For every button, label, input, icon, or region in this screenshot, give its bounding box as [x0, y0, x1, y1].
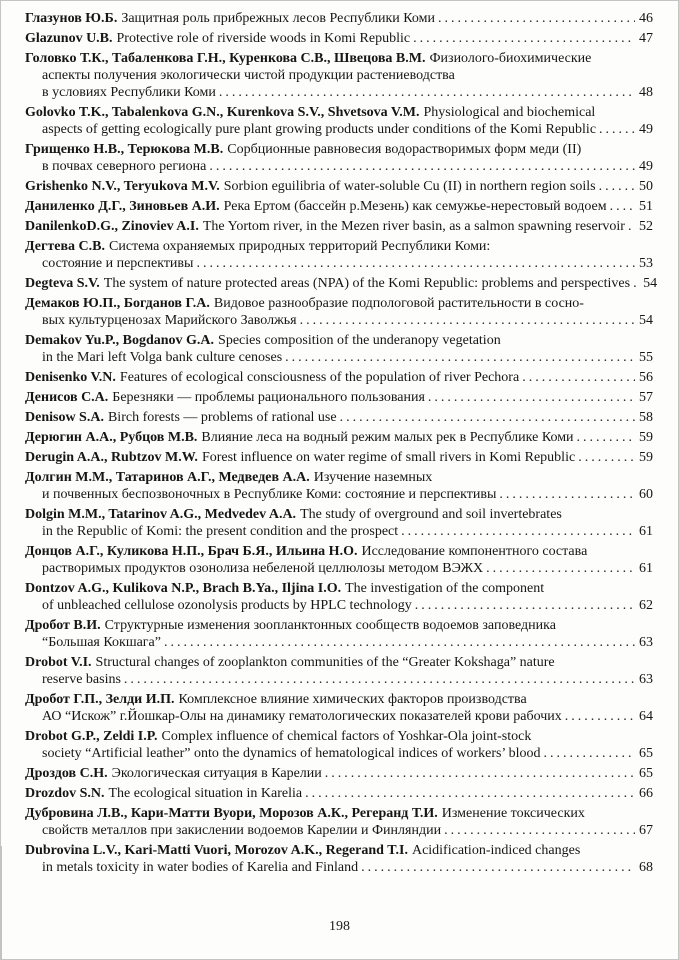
toc-entry [25, 178, 653, 195]
entry-page-number: 60 [639, 487, 653, 502]
entry-first-line [25, 50, 653, 67]
entry-title: Исследование компонентного состава [361, 544, 588, 559]
entry-authors: Denisow S.A. [25, 410, 104, 425]
entry-first-line [25, 506, 653, 523]
entry-page-number: 49 [639, 159, 653, 174]
dot-leader [428, 389, 635, 406]
dot-leader [610, 198, 635, 215]
entry-continuation-line [25, 121, 653, 138]
entry-continuation-line [25, 349, 653, 366]
entry-authors: Drozdov S.N. [25, 786, 105, 801]
entry-page-number: 47 [639, 31, 653, 46]
toc-entry [25, 50, 653, 101]
dot-leader [285, 349, 635, 366]
entry-title: Экологическая ситуация в Карелии [111, 766, 322, 781]
entry-continuation-line [25, 486, 653, 503]
dot-leader [164, 634, 635, 651]
entry-page-number: 54 [639, 313, 653, 328]
entry-authors: Дерюгин А.А., Рубцов М.В. [25, 430, 198, 445]
entry-title: Изучение наземных [313, 470, 433, 485]
entry-page-number: 46 [639, 11, 653, 26]
entry-title-continued: aspects of getting ecologically pure plant growing products under conditions of the Komi Republic [42, 122, 597, 137]
dot-leader [124, 671, 635, 688]
dot-leader [544, 745, 635, 762]
entry-continuation-line [25, 158, 653, 175]
entry-continuation-line [25, 859, 653, 876]
entry-authors: Грищенко Н.В., Терюкова М.В. [25, 142, 224, 157]
entry-first-line [25, 389, 653, 406]
entry-first-line [25, 805, 653, 822]
toc-entry [25, 543, 653, 577]
entry-first-line [25, 295, 653, 312]
entry-title: Система охраняемых природных территорий Республики Коми: [108, 239, 491, 254]
entry-title-continued: вых культурценозах Марийского Заволжья [42, 313, 297, 328]
entry-continuation-line [25, 634, 653, 651]
entry-title: Protective role of riverside woods in Komi Republic [116, 31, 411, 46]
toc-entry [25, 198, 653, 215]
entry-title-continued: “Большая Кокшага” [42, 635, 161, 650]
entry-first-line [25, 218, 653, 235]
entry-first-line [25, 141, 653, 158]
toc-entry [25, 469, 653, 503]
entry-page-number: 67 [639, 823, 653, 838]
dot-leader [444, 822, 635, 839]
entry-page-number: 48 [639, 85, 653, 100]
entry-authors: Degteva S.V. [25, 276, 100, 291]
entry-title: Forest influence on water regime of small rivers in Komi Republic [201, 450, 576, 465]
entry-title: Structural changes of zooplankton communities of the “Greater Kokshaga” nature [95, 655, 555, 670]
dot-leader [599, 121, 635, 138]
entry-first-line [25, 765, 653, 782]
entry-first-line [25, 30, 653, 47]
entry-first-line [25, 580, 653, 597]
dot-leader [599, 178, 635, 195]
entry-title: Acidification-indiced changes [411, 843, 581, 858]
entry-first-line [25, 691, 653, 708]
toc-entry [25, 238, 653, 272]
entry-continuation-line [25, 745, 653, 762]
dot-leader [340, 409, 635, 426]
toc-entry [25, 580, 653, 614]
entry-page-number: 61 [639, 561, 653, 576]
entry-first-line [25, 449, 653, 466]
entry-title-continued: свойств металлов при закислении водоемов Карелии и Финляндии [42, 823, 442, 838]
entry-page-number: 55 [639, 350, 653, 365]
dot-leader [628, 218, 635, 235]
toc-entry [25, 409, 653, 426]
entry-page-number: 64 [639, 709, 653, 724]
entry-title: Complex influence of chemical factors of Yoshkar-Ola joint-stock [161, 729, 532, 744]
entry-page-number: 54 [643, 276, 658, 291]
entry-page-number: 65 [639, 746, 653, 761]
entry-page-number: 59 [639, 430, 653, 445]
entry-authors: Дроздов С.Н. [25, 766, 108, 781]
entry-continuation-line [25, 822, 653, 839]
entry-authors: Долгин М.М., Татаринов А.Г., Медведев А.А. [25, 470, 310, 485]
entry-authors: Головко Т.К., Табаленкова Г.Н., Куренкова С.В., Швецова В.М. [25, 51, 426, 66]
entry-authors: Golovko T.K., Tabalenkova G.N., Kurenkova S.V., Shvetsova V.M. [25, 105, 420, 120]
toc-entry [25, 805, 653, 839]
entry-authors: Drobot V.I. [25, 655, 92, 670]
entry-first-line [25, 543, 653, 560]
dot-leader [565, 708, 635, 725]
page-footer-number: 198 [329, 919, 350, 934]
entry-authors: Дробот Г.П., Зелди И.П. [25, 692, 175, 707]
entry-title: Species composition of the underanopy vegetation [218, 333, 501, 348]
entry-authors: Дегтева С.В. [25, 239, 105, 254]
entry-authors: Глазунов Ю.Б. [25, 11, 118, 26]
entry-title: Сорбционные равновесия водорастворимых форм меди (II) [227, 142, 582, 157]
dot-leader [401, 523, 635, 540]
toc-entry [25, 654, 653, 688]
dot-leader [413, 30, 635, 47]
entry-authors: Dubrovina L.V., Kari-Matti Vuori, Morozov A.K., Regerand T.I. [25, 843, 408, 858]
entry-authors: Демаков Ю.П., Богданов Г.А. [25, 296, 210, 311]
dot-leader [325, 765, 635, 782]
toc-entry [25, 691, 653, 725]
dot-leader [415, 597, 635, 614]
toc-entry [25, 10, 653, 27]
entry-authors: Дубровина Л.В., Кари-Матти Вуори, Морозов А.К., Регеранд Т.И. [25, 806, 438, 821]
entry-first-line [25, 785, 653, 802]
toc-entry [25, 506, 653, 540]
toc-entry [25, 429, 653, 446]
toc-entry [25, 765, 653, 782]
entry-title-continued: of unbleached cellulose ozonolysis products by HPLC technology [42, 598, 412, 613]
entry-page-number: 51 [639, 199, 653, 214]
table-of-contents [25, 10, 658, 876]
entry-first-line [25, 842, 653, 859]
entry-title-continued: аспекты получения экологически чистой продукции растениеводства [42, 68, 455, 83]
toc-entry [25, 785, 653, 802]
entry-title: The ecological situation in Karelia [108, 786, 303, 801]
entry-page-number: 56 [639, 370, 653, 385]
entry-title: Физиолого-биохимические [429, 51, 592, 66]
dot-leader [578, 449, 635, 466]
entry-page-number: 53 [639, 256, 653, 271]
entry-continuation-line [25, 255, 653, 272]
entry-title-continued: society “Artificial leather” onto the dynamics of hematological indices of workers’ blood [42, 746, 541, 761]
toc-entry [25, 218, 653, 235]
dot-leader [499, 486, 635, 503]
toc-entry [25, 295, 653, 329]
entry-title-continued: in the Republic of Komi: the present condition and the prospect [42, 524, 399, 539]
toc-entry [25, 842, 653, 876]
entry-page-number: 57 [639, 390, 653, 405]
entry-continuation-line [25, 84, 653, 101]
entry-first-line [25, 238, 653, 255]
entry-page-number: 59 [639, 450, 653, 465]
toc-entry [25, 275, 658, 292]
entry-title: Изменение токсических [441, 806, 585, 821]
entry-continuation-line [25, 671, 653, 688]
dot-leader [209, 158, 635, 175]
entry-title: Березняки — проблемы рационального пользования [112, 390, 425, 405]
entry-continuation-line [25, 708, 653, 725]
entry-first-line [25, 469, 653, 486]
entry-first-line [25, 617, 653, 634]
entry-page-number: 52 [639, 219, 653, 234]
entry-continuation-line [25, 67, 653, 84]
entry-title: Видовое разнообразие подпологовой растительности в сосно- [213, 296, 584, 311]
entry-title-continued: состояние и перспективы [42, 256, 194, 271]
entry-continuation-line [25, 523, 653, 540]
entry-title-continued: и почвенных беспозвоночных в Республике Коми: состояние и перспективы [42, 487, 497, 502]
entry-title-continued: reserve basins [42, 672, 121, 687]
entry-continuation-line [25, 560, 653, 577]
entry-first-line [25, 369, 653, 386]
toc-entry [25, 449, 653, 466]
entry-authors: Denisenko V.N. [25, 370, 116, 385]
entry-authors: Дробот В.И. [25, 618, 101, 633]
toc-entry [25, 332, 653, 366]
entry-title: Birch forests — problems of rational use [107, 410, 337, 425]
entry-first-line [25, 332, 653, 349]
entry-first-line [25, 429, 653, 446]
toc-entry [25, 617, 653, 651]
dot-leader [438, 10, 635, 27]
entry-page-number: 65 [639, 766, 653, 781]
entry-title: Влияние леса на водный режим малых рек в Республике Коми [201, 430, 574, 445]
dot-leader [305, 785, 635, 802]
toc-entry [25, 141, 653, 175]
entry-title: Sorbion eguilibria of water-soluble Cu (II) in northern region soils [223, 179, 596, 194]
entry-title: The system of nature protected areas (NPA) of the Komi Republic: problems and perspectives [103, 276, 631, 291]
entry-first-line [25, 178, 653, 195]
entry-page-number: 66 [639, 786, 653, 801]
entry-title: The Yortom river, in the Mezen river basin, as a salmon spawning reservoir [202, 219, 625, 234]
entry-first-line [25, 198, 653, 215]
entry-title: Physiological and biochemical [423, 105, 596, 120]
dot-leader [219, 84, 635, 101]
entry-authors: Даниленко Д.Г., Зиновьев А.И. [25, 199, 220, 214]
entry-authors: Demakov Yu.P., Bogdanov G.A. [25, 333, 215, 348]
dot-leader [577, 429, 635, 446]
entry-continuation-line [25, 312, 653, 329]
entry-page-number: 49 [639, 122, 653, 137]
entry-title: Features of ecological consciousness of the population of river Pechora [119, 370, 520, 385]
dot-leader [486, 560, 635, 577]
entry-title: The study of overground and soil invertebrates [300, 507, 562, 522]
dot-leader [522, 369, 635, 386]
entry-title-continued: АО “Искож” г.Йошкар-Олы на динамику гематологических показателей крови рабочих [42, 709, 562, 724]
entry-title: The investigation of the component [345, 581, 545, 596]
entry-title: Комплексное влияние химических факторов производства [178, 692, 527, 707]
entry-page-number: 63 [639, 635, 653, 650]
entry-authors: DanilenkoD.G., Zinoviev A.I. [25, 219, 199, 234]
entry-first-line [25, 104, 653, 121]
entry-title: Река Ертом (бассейн р.Мезень) как семужье-нерестовый водоем [223, 199, 607, 214]
entry-authors: Derugin A.A., Rubtzov M.W. [25, 450, 198, 465]
entry-page-number: 68 [639, 860, 653, 875]
entry-page-number: 62 [639, 598, 653, 613]
toc-entry [25, 389, 653, 406]
entry-page-number: 61 [639, 524, 653, 539]
entry-first-line [25, 275, 658, 292]
entry-first-line [25, 654, 653, 671]
dot-leader [196, 255, 635, 272]
dot-leader [300, 312, 635, 329]
entry-page-number: 58 [639, 410, 653, 425]
entry-authors: Денисов С.А. [25, 390, 109, 405]
toc-entry [25, 30, 653, 47]
entry-title-continued: в почвах северного региона [42, 159, 207, 174]
entry-authors: Drobot G.P., Zeldi I.P. [25, 729, 158, 744]
entry-title: Защитная роль прибрежных лесов Республики Коми [121, 11, 435, 26]
entry-first-line [25, 10, 653, 27]
entry-authors: Dontzov A.G., Kulikova N.P., Brach B.Ya., Iljina I.O. [25, 581, 342, 596]
entry-first-line [25, 728, 653, 745]
entry-authors: Dolgin M.M., Tatarinov A.G., Medvedev A.A. [25, 507, 297, 522]
dot-leader [361, 859, 635, 876]
entry-title-continued: растворимых продуктов озонолиза небеленой целлюлозы методом ВЭЖХ [42, 561, 484, 576]
dot-leader [633, 275, 639, 292]
entry-page-number: 50 [639, 179, 653, 194]
toc-entry [25, 104, 653, 138]
entry-authors: Grishenko N.V., Teryukova M.V. [25, 179, 220, 194]
toc-entry [25, 369, 653, 386]
entry-title-continued: in the Mari left Volga bank culture cenoses [42, 350, 283, 365]
entry-page-number: 63 [639, 672, 653, 687]
entry-authors: Донцов А.Г., Куликова Н.П., Брач Б.Я., Ильина Н.О. [25, 544, 358, 559]
entry-title-continued: в условиях Республики Коми [42, 85, 216, 100]
entry-continuation-line [25, 597, 653, 614]
entry-authors: Glazunov U.B. [25, 31, 113, 46]
entry-title: Структурные изменения зоопланктонных сообществ водоемов заповедника [104, 618, 556, 633]
entry-title-continued: in metals toxicity in water bodies of Karelia and Finland [42, 860, 359, 875]
scan-edge-artifact [1, 846, 2, 960]
entry-first-line [25, 409, 653, 426]
toc-entry [25, 728, 653, 762]
